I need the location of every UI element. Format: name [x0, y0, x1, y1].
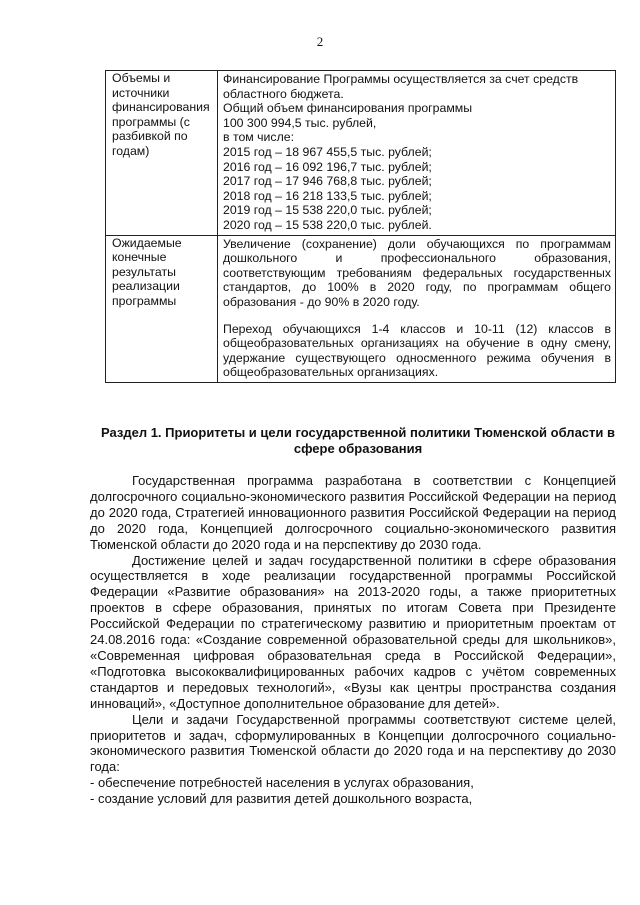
- body-paragraph: Достижение целей и задач государственной политики в сфере образования осуществляется в ходе реализации государственной программы Российской Федерации «Развитие образования» на 2013-2020 годы, а также приоритетных проектов в сфере образования, принятых по итогам Совета при Президенте Российской Федерации по стратегическому развитию и приоритетным проектам от 24.08.2016 года: «Создание современной образовательной среды для школьников», «Современная цифровая образовательная среда в Российской Федерации», «Подготовка высококвалифицированных рабочих кадров с учётом современных стандартов и передовых технологий», «Вузы как центры пространства создания инноваций», «Доступное дополнительное образование для детей».: [90, 552, 616, 711]
- financing-line: Финансирование Программы осуществляется за счет средств областного бюджета.: [223, 72, 579, 101]
- table-row-financing: [106, 71, 616, 236]
- financing-year-line: 2018 год – 16 218 133,5 тыс. рублей;: [223, 188, 432, 203]
- financing-line: 100 300 994,5 тыс. рублей,: [223, 115, 377, 130]
- table-row-results: [106, 235, 616, 382]
- list-item: - обеспечение потребностей населения в услугах образования,: [90, 775, 474, 791]
- section-heading: Раздел 1. Приоритеты и цели государственной политики Тюменской области в сфере образования: [101, 425, 615, 456]
- row-label-financing: Объемы и источники финансирования программы (с разбивкой по годам): [106, 71, 218, 236]
- results-paragraph: Переход обучающихся 1-4 классов и 10-11 (12) классов в общеобразовательных организациях на обучение в одну смену, удержание существующего односменного режима обучения в общеобразовательных организациях.: [223, 321, 611, 380]
- body-text: [90, 473, 616, 807]
- list-item: - создание условий для развития детей дошкольного возраста,: [90, 791, 473, 807]
- financing-year-line: 2019 год – 15 538 220,0 тыс. рублей;: [223, 203, 432, 218]
- program-passport-table: [105, 70, 616, 383]
- financing-year-line: 2016 год – 16 092 196,7 тыс. рублей;: [223, 159, 432, 174]
- financing-year-line: 2017 год – 17 946 768,8 тыс. рублей;: [223, 174, 432, 189]
- page-number: 2: [316, 34, 324, 49]
- financing-line: Общий объем финансирования программы: [223, 101, 473, 116]
- results-paragraph: Увеличение (сохранение) доли обучающихся по программам дошкольного и профессионального образования, соответствующим требованиям федеральных государственных стандартов, до 100% в 2020 году, по программам общего образования - до 90% в 2020 году.: [223, 236, 611, 309]
- financing-year-line: 2020 год – 15 538 220,0 тыс. рублей.: [223, 217, 432, 232]
- body-paragraph: Цели и задачи Государственной программы соответствуют системе целей, приоритетов и задач, сформулированных в Концепции долгосрочного социально-экономического развития Тюменской области до 2020 года и на перспективу до 2030 года:: [90, 711, 616, 775]
- financing-line: в том числе:: [223, 130, 295, 145]
- financing-year-line: 2015 год – 18 967 455,5 тыс. рублей;: [223, 144, 432, 159]
- row-value-financing: [218, 71, 616, 236]
- body-paragraph: Государственная программа разработана в соответствии с Концепцией долгосрочного социально-экономического развития Российской Федерации на период до 2020 года, Стратегией инновационного развития Российской Федерации на период до 2020 года, Концепцией долгосрочного социально-экономического развития Тюменской области до 2020 года и на перспективу до 2030 года.: [90, 473, 616, 552]
- row-value-results: [218, 235, 616, 382]
- row-label-results: Ожидаемые конечные результаты реализации программы: [106, 235, 218, 382]
